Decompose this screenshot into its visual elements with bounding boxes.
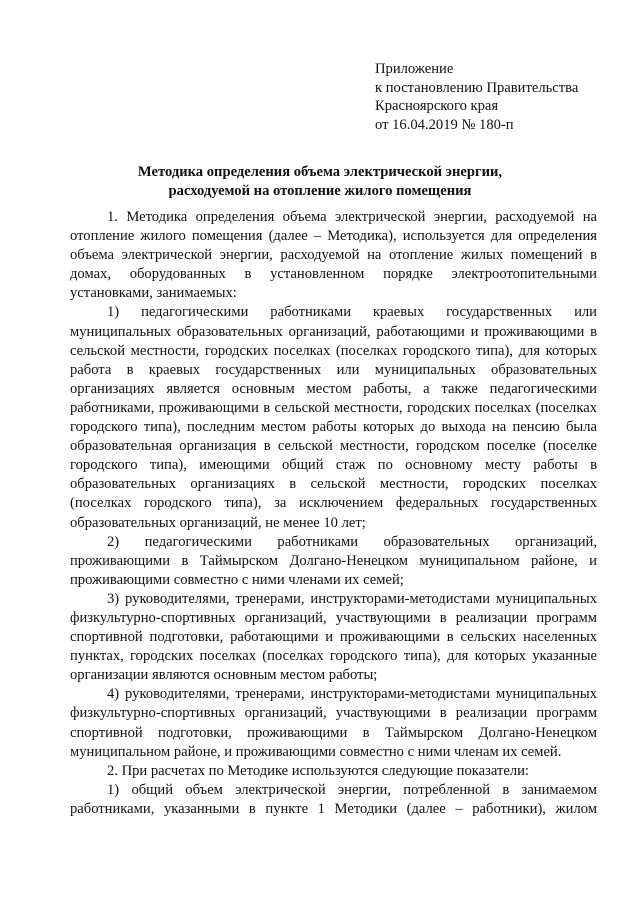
document-body	[70, 208, 597, 819]
paragraph: 2) педагогическими работниками образовательных организаций, проживающими в Таймырском Долгано-Ненецком муниципальном районе, и проживающими совместно с ними членами их семей;	[70, 533, 597, 588]
appendix-line: Приложение	[375, 61, 454, 77]
paragraph: 3) руководителями, тренерами, инструкторами-методистами муниципальных физкультурно-спортивных организаций, участвующими в реализации программ спортивной подготовки, работающими и проживающими в сельских населенных пунктах, городских поселках (поселках городского типа), для которых указанные организации являются основным местом работы;	[70, 590, 597, 684]
paragraph: 4) руководителями, тренерами, инструкторами-методистами муниципальных физкультурно-спортивных организаций, участвующими в реализации программ спортивной подготовки, проживающими в Таймырском Долгано-Ненецком муниципальном районе, и проживающими совместно с ними членам их семей.	[70, 686, 597, 760]
paragraph: 1) общий объем электрической энергии, потребленной в занимаемом работниками, указанными в пункте 1 Методики (далее – работники), жилом	[70, 781, 597, 817]
title-line: расходуемой на отопление жилого помещения	[168, 183, 472, 199]
paragraph: 2. При расчетах по Методике используются следующие показатели:	[107, 762, 529, 779]
appendix-line: Красноярского края	[375, 98, 499, 114]
appendix-header	[375, 60, 578, 134]
paragraph: 1. Методика определения объема электрической энергии, расходуемой на отопление жилого помещения (далее – Методика), используется для определения объема электрической энергии, расходуемой на отопление жилых помещений в домах, оборудованных в установленном порядке электроотопительными установками, занимаемых:	[70, 209, 597, 302]
appendix-line: к постановлению Правительства	[375, 79, 579, 96]
document-title	[60, 163, 580, 201]
title-line: Методика определения объема электрической энергии,	[137, 164, 503, 180]
paragraph: 1) педагогическими работниками краевых государственных или муниципальных образовательных организаций, работающими и проживающими в сельской местности, городских поселках (поселках городского типа), для которых работа в краевых государственных или муниципальных образовательных организациях является основным местом работы, а также педагогическими работниками, проживающими в сельской местности, городских поселках (поселках городского типа), последним местом работы которых до выхода на пенсию была образовательная организация в сельской местности, городском поселке (поселке городского типа), имеющими общий стаж по основному месту работы в образовательных организациях в сельской местности, городских поселках (поселках городского типа), за исключением федеральных государственных образовательных организаций, не менее 10 лет;	[70, 304, 597, 531]
appendix-line: от 16.04.2019 № 180-п	[375, 116, 514, 133]
